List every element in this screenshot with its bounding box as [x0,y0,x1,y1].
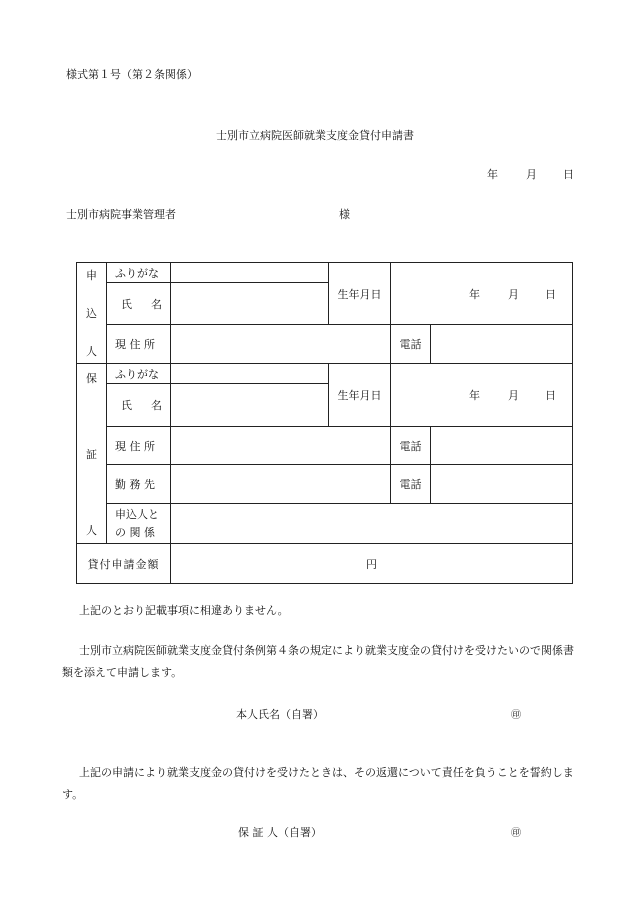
declaration-text: 上記のとおり記載事項に相違ありません。 [79,604,289,617]
guarantor-birth-label: 生年月日 [329,364,391,427]
guarantor-relation-field[interactable] [171,504,573,544]
date-month: 月 [526,168,537,181]
applicant-phone-label: 電話 [391,325,431,364]
addressee: 士別市病院事業管理者 [66,208,176,221]
guarantor-seal-mark: ㊞ [511,828,521,839]
applicant-signature-label: 本人氏名（自署） [236,708,324,721]
applicant-address-label: 現 住 所 [107,325,171,364]
guarantor-phone-label: 電話 [391,427,431,465]
guarantor-name-label: 氏 名 [107,384,171,427]
guarantor-workplace-phone-label: 電話 [391,465,431,504]
date-year: 年 [487,168,498,181]
guarantor-name-field[interactable] [171,384,329,427]
applicant-birth-date-field[interactable]: 年 月 日 [391,263,573,325]
loan-amount-unit: 円 [366,557,377,571]
guarantor-phone-field[interactable] [431,427,573,465]
applicant-address-field[interactable] [171,325,391,364]
applicant-name-field[interactable] [171,283,329,325]
guarantor-address-label: 現 住 所 [107,427,171,465]
application-statement: 士別市立病院医師就業支度金貸付条例第４条の規定により就業支度金の貸付けを受けたいので関係書類を添えて申請します。 [62,644,574,679]
applicant-furigana-label: ふりがな [107,263,171,283]
document-title: 士別市立病院医師就業支度金貸付申請書 [216,129,414,142]
addressee-honorific: 様 [339,208,350,221]
loan-amount-label: 貸付申請金額 [77,544,171,584]
date-day: 日 [563,168,574,181]
guarantor-workplace-field[interactable] [171,465,391,504]
applicant-phone-field[interactable] [431,325,573,364]
guarantor-relation-label: 申込人と の 関 係 [107,504,171,544]
applicant-name-label: 氏 名 [107,283,171,325]
applicant-birth-label: 生年月日 [329,263,391,325]
guarantor-birth-date-field[interactable]: 年 月 日 [391,364,573,427]
application-table [76,262,573,584]
guarantor-signature-label: 保 証 人（自署） [238,826,322,839]
applicant-furigana-field[interactable] [171,263,329,283]
guarantor-furigana-field[interactable] [171,364,329,384]
form-number-label: 様式第１号（第２条関係） [66,68,198,81]
guarantor-section-label: 保 証 人 [77,364,107,544]
guarantor-workplace-label: 勤 務 先 [107,465,171,504]
applicant-seal-mark: ㊞ [511,710,521,721]
application-date [487,166,574,182]
guarantor-furigana-label: ふりがな [107,364,171,384]
guarantor-pledge-text: 上記の申請により就業支度金の貸付けを受けたときは、その返還について責任を負うことを誓約します。 [62,766,574,801]
guarantor-workplace-phone-field[interactable] [431,465,573,504]
guarantor-address-field[interactable] [171,427,391,465]
loan-amount-field[interactable] [171,544,573,584]
applicant-section-label: 申 込 人 [77,263,107,364]
